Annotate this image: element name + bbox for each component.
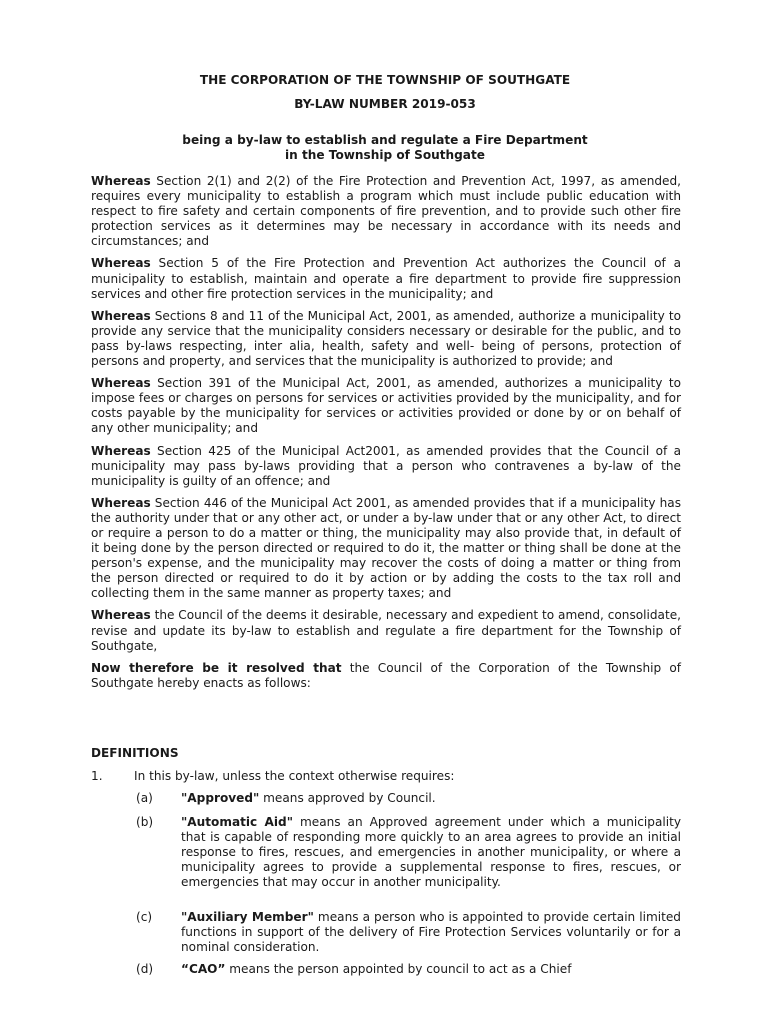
- definitions-heading: DEFINITIONS: [91, 746, 179, 760]
- recital-text: Section 446 of the Municipal Act 2001, as amended provides that if a municipality has the authority under that or any other act, or under a by-law under that or any other Act, to direct or require a person to do a matter or thing, the municipality may also provide that, in default of it being done by the person directed or required to do it, the matter or thing shall be done at the person's expense, and the municipality may recover the costs of doing a matter or thing from the person directed or required to do it by action or by adding the costs to the tax roll and collecting them in the same manner as property taxes; and: [91, 495, 681, 601]
- recital-lead: Whereas: [91, 376, 151, 391]
- definition-item: [136, 791, 681, 806]
- definition-body: means approved by Council.: [259, 791, 436, 805]
- definition-term: "Auxiliary Member": [181, 910, 314, 924]
- section-number: 1.: [91, 769, 103, 783]
- definition-term: “CAO”: [181, 962, 226, 976]
- recital-lead: Whereas: [91, 308, 151, 323]
- definition-item: [136, 962, 681, 977]
- recital-lead: Whereas: [91, 443, 151, 458]
- recital-paragraph: [91, 376, 681, 436]
- subtitle-line-1: being a by-law to establish and regulate a Fire Department: [182, 133, 588, 147]
- enacting-clause: [91, 661, 681, 691]
- bylaw-number: BY-LAW NUMBER 2019-053: [294, 97, 476, 111]
- recital-lead: Whereas: [91, 174, 151, 188]
- definition-item: [136, 910, 681, 955]
- definition-text: [181, 910, 681, 955]
- recital-text: Sections 8 and 11 of the Municipal Act, 2001, as amended, authorize a municipality to provide any service that the municipality considers necessary or desirable for the public, and to pass by-laws respecting, inter alia, health, safety and well- being of persons, protection of persons and property, and services that the municipality is authorized to provide; and: [91, 308, 681, 369]
- recital-lead: Whereas: [91, 608, 151, 623]
- recital-text: Section 2(1) and 2(2) of the Fire Protection and Prevention Act, 1997, as amended, requires every municipality to establish a program which must include public education with respect to fire safety and certain components of fire prevention, and to provide such other fire protection services as it determines may be necessary in accordance with its needs and circumstances; and: [91, 174, 681, 249]
- definition-text: [181, 962, 681, 977]
- definition-body: means a person who is appointed to provide certain limited functions in support of the delivery of Fire Protection Services voluntarily or for a nominal consideration.: [181, 910, 681, 955]
- section-intro: In this by-law, unless the context otherwise requires:: [134, 769, 455, 783]
- definition-label: (b): [136, 815, 154, 829]
- subtitle-line-2: in the Township of Southgate: [285, 148, 485, 162]
- recital-paragraph: [91, 256, 681, 301]
- definition-label: (d): [136, 962, 154, 976]
- recital-text: Section 425 of the Municipal Act2001, as amended provides that the Council of a municipality may pass by-laws providing that a person who contravenes a by-law of the municipality is guilty of an offence; and: [91, 443, 681, 488]
- recital-text: Section 5 of the Fire Protection and Prevention Act authorizes the Council of a municipality to establish, maintain and operate a fire department to provide fire suppression services and other fire protection services in the municipality; and: [91, 256, 681, 301]
- recital-text: the Council of the deems it desirable, necessary and expedient to amend, consolidate, revise and update its by-law to establish and regulate a fire department for the Township of Southgate,: [91, 608, 681, 653]
- definition-label: (c): [136, 910, 153, 924]
- recital-paragraph: [91, 496, 681, 602]
- definition-body: means the person appointed by council to act as a Chief: [225, 962, 572, 976]
- bylaw-subtitle: [0, 133, 770, 163]
- recital-paragraph: [91, 444, 681, 489]
- enacting-lead: Now therefore be it resolved that: [91, 660, 342, 675]
- definition-item: [136, 815, 681, 890]
- definition-text: [181, 791, 681, 806]
- definition-text: [181, 815, 681, 890]
- recital-lead: Whereas: [91, 495, 151, 510]
- enacting-text: the Council of the Corporation of the Township of Southgate hereby enacts as follows:: [91, 660, 681, 690]
- corporation-title: THE CORPORATION OF THE TOWNSHIP OF SOUTHGATE: [199, 73, 571, 87]
- recital-lead: Whereas: [91, 256, 151, 271]
- definition-body: means an Approved agreement under which a municipality that is capable of responding more quickly to an area agrees to provide an initial response to fires, rescues, and emergencies in another municipality, or where a municipality agrees to provide a supplemental response to fires, rescues, or emergencies that may occur in another municipality.: [181, 815, 681, 890]
- recital-paragraph: [91, 608, 681, 653]
- definition-term: "Automatic Aid": [181, 815, 294, 829]
- definition-label: (a): [136, 791, 153, 805]
- recital-text: Section 391 of the Municipal Act, 2001, as amended, authorizes a municipality to impose fees or charges on persons for services or activities provided by the municipality, and for costs payable by the municipality for services or activities provided or done by or on behalf of any other municipality; and: [91, 376, 681, 436]
- recital-paragraph: [91, 174, 681, 249]
- definition-term: "Approved": [181, 791, 260, 805]
- recital-paragraph: [91, 309, 681, 369]
- recitals: [91, 174, 681, 698]
